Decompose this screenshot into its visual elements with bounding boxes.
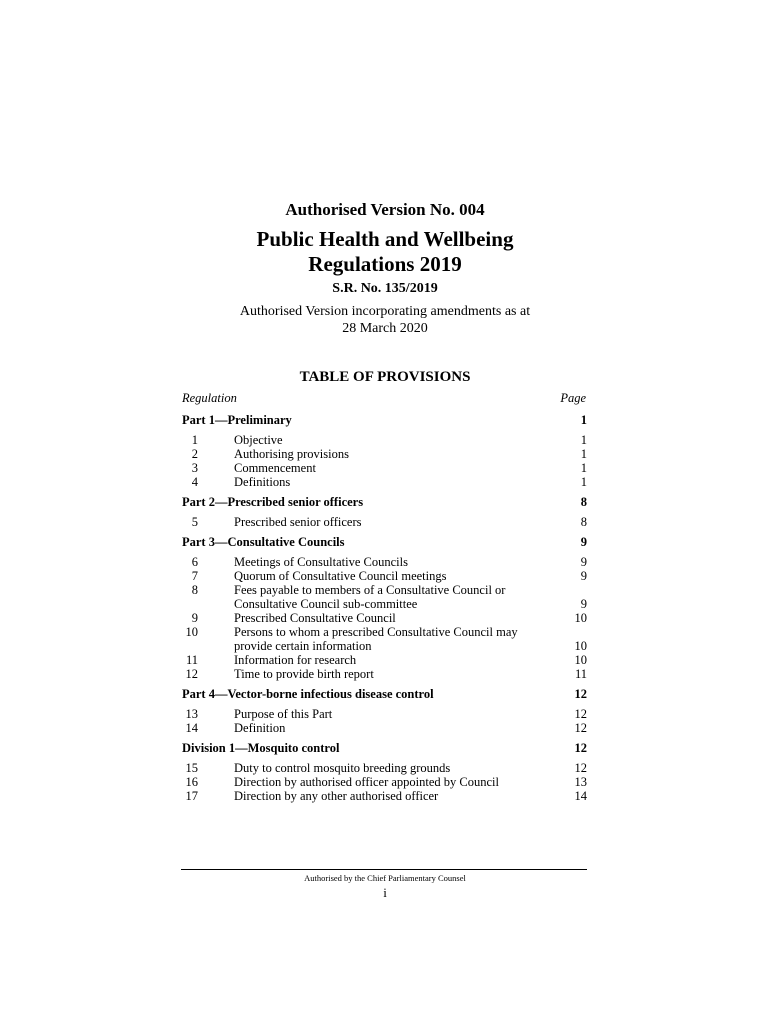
provision-title: [234, 583, 537, 611]
toc-provision-row[interactable]: [182, 761, 587, 775]
col-header-page: Page: [560, 391, 586, 405]
provision-page: 1: [580, 475, 587, 489]
toc-provision-row[interactable]: [182, 433, 587, 447]
provision-page: 9: [580, 569, 587, 583]
toc-part-heading[interactable]: [182, 685, 587, 703]
provision-number: 16: [185, 775, 198, 789]
provision-page: 1: [580, 447, 587, 461]
provision-number: 14: [185, 721, 198, 735]
toc-part-title: Part 1—Preliminary: [182, 413, 292, 427]
provision-title-line: provide certain information: [234, 639, 372, 653]
toc-provision-list: [182, 515, 587, 529]
provision-title: [234, 515, 537, 529]
toc-provision-row[interactable]: [182, 447, 587, 461]
provision-number: 3: [191, 461, 198, 475]
provision-title: [234, 775, 537, 789]
provision-number: 12: [185, 667, 198, 681]
toc-part-page: 12: [574, 741, 587, 755]
toc-provision-row[interactable]: [182, 583, 587, 611]
provision-page: 12: [574, 707, 587, 721]
provision-title: [234, 611, 537, 625]
toc-part-page: 8: [580, 495, 587, 509]
table-of-provisions: [182, 411, 587, 807]
provision-title-line: Definition: [234, 721, 286, 735]
provision-page: 10: [574, 639, 587, 653]
authorised-version: Authorised Version No. 004: [285, 200, 485, 219]
provision-number: 1: [191, 433, 198, 447]
toc-heading: TABLE OF PROVISIONS: [299, 369, 471, 385]
provision-page: 12: [574, 761, 587, 775]
toc-part-page: 12: [574, 687, 587, 701]
amendment-line-1: Authorised Version incorporating amendments as at: [239, 304, 531, 319]
provision-title-line: Direction by authorised officer appointed by Council: [234, 775, 499, 789]
page-number: i: [383, 885, 387, 900]
toc-provision-row[interactable]: [182, 461, 587, 475]
provision-title-line: Persons to whom a prescribed Consultative Council may: [234, 625, 518, 639]
toc-part-title: Part 3—Consultative Councils: [182, 535, 345, 549]
toc-provision-row[interactable]: [182, 611, 587, 625]
toc-part-title: Part 2—Prescribed senior officers: [182, 495, 364, 509]
toc-part-page: 9: [580, 535, 587, 549]
provision-title-line: Time to provide birth report: [234, 667, 374, 681]
provision-title-line: Meetings of Consultative Councils: [234, 555, 408, 569]
provision-number: 13: [185, 707, 198, 721]
provision-title-line: Prescribed Consultative Council: [234, 611, 396, 625]
provision-title-line: Prescribed senior officers: [234, 515, 362, 529]
footer-divider: [181, 869, 587, 870]
provision-number: 6: [191, 555, 198, 569]
provision-title-line: Objective: [234, 433, 283, 447]
provision-title-line: Direction by any other authorised officer: [234, 789, 439, 803]
provision-page: 10: [574, 611, 587, 625]
provision-title-line: Quorum of Consultative Council meetings: [234, 569, 447, 583]
amendment-note: [0, 303, 770, 337]
provision-page: 10: [574, 653, 587, 667]
provision-page: 12: [574, 721, 587, 735]
toc-provision-row[interactable]: [182, 707, 587, 721]
toc-part-heading[interactable]: [182, 533, 587, 551]
toc-provision-row[interactable]: [182, 475, 587, 489]
title-line-1: Public Health and Wellbeing: [256, 227, 514, 251]
toc-provision-list: [182, 707, 587, 735]
provision-title-line: Purpose of this Part: [234, 707, 333, 721]
toc-provision-row[interactable]: [182, 569, 587, 583]
toc-provision-list: [182, 761, 587, 803]
col-header-regulation: Regulation: [182, 391, 237, 405]
provision-number: 9: [191, 611, 198, 625]
provision-title-line: Information for research: [234, 653, 357, 667]
toc-provision-row[interactable]: [182, 515, 587, 529]
provision-title: [234, 433, 537, 447]
provision-page: 13: [574, 775, 587, 789]
provision-page: 8: [580, 515, 587, 529]
provision-title-line: Authorising provisions: [234, 447, 349, 461]
provision-title: [234, 761, 537, 775]
provision-number: 17: [185, 789, 198, 803]
toc-part-heading[interactable]: [182, 493, 587, 511]
provision-title: [234, 789, 537, 803]
amendment-line-2: 28 March 2020: [342, 321, 428, 336]
provision-title: [234, 625, 537, 653]
provision-page: 14: [574, 789, 587, 803]
provision-title: [234, 667, 537, 681]
provision-title: [234, 461, 537, 475]
toc-provision-row[interactable]: [182, 789, 587, 803]
toc-part-title: Part 4—Vector-borne infectious disease control: [182, 687, 434, 701]
provision-title: [234, 653, 537, 667]
toc-part-page: 1: [580, 413, 587, 427]
provision-title: [234, 555, 537, 569]
toc-provision-row[interactable]: [182, 555, 587, 569]
toc-provision-row[interactable]: [182, 667, 587, 681]
title-line-2: Regulations 2019: [308, 252, 462, 276]
provision-page: 11: [574, 667, 587, 681]
provision-page: 9: [580, 597, 587, 611]
provision-number: 2: [191, 447, 198, 461]
toc-provision-row[interactable]: [182, 721, 587, 735]
toc-provision-list: [182, 555, 587, 681]
provision-title-line: Commencement: [234, 461, 316, 475]
provision-number: 5: [191, 515, 198, 529]
toc-provision-row[interactable]: [182, 775, 587, 789]
provision-title: [234, 475, 537, 489]
provision-number: 8: [191, 583, 198, 597]
toc-provision-row[interactable]: [182, 625, 587, 653]
provision-number: 10: [185, 625, 198, 639]
provision-title-line: Consultative Council sub-committee: [234, 597, 418, 611]
toc-part-heading[interactable]: [182, 739, 587, 757]
provision-title-line: Fees payable to members of a Consultative Council or: [234, 583, 506, 597]
toc-provision-row[interactable]: [182, 653, 587, 667]
toc-provision-list: [182, 433, 587, 489]
provision-number: 11: [185, 653, 198, 667]
provision-number: 7: [191, 569, 198, 583]
footer-authorised-by: Authorised by the Chief Parliamentary Counsel: [304, 873, 466, 883]
provision-title: [234, 569, 537, 583]
sr-number: S.R. No. 135/2019: [332, 281, 438, 296]
provision-title-line: Definitions: [234, 475, 291, 489]
provision-page: 9: [580, 555, 587, 569]
provision-title-line: Duty to control mosquito breeding grounds: [234, 761, 451, 775]
page-title: [0, 227, 770, 277]
provision-title: [234, 447, 537, 461]
provision-page: 1: [580, 461, 587, 475]
provision-page: 1: [580, 433, 587, 447]
provision-number: 4: [191, 475, 198, 489]
provision-number: 15: [185, 761, 198, 775]
provision-title: [234, 707, 537, 721]
toc-part-title: Division 1—Mosquito control: [182, 741, 340, 755]
provision-title: [234, 721, 537, 735]
toc-part-heading[interactable]: [182, 411, 587, 429]
